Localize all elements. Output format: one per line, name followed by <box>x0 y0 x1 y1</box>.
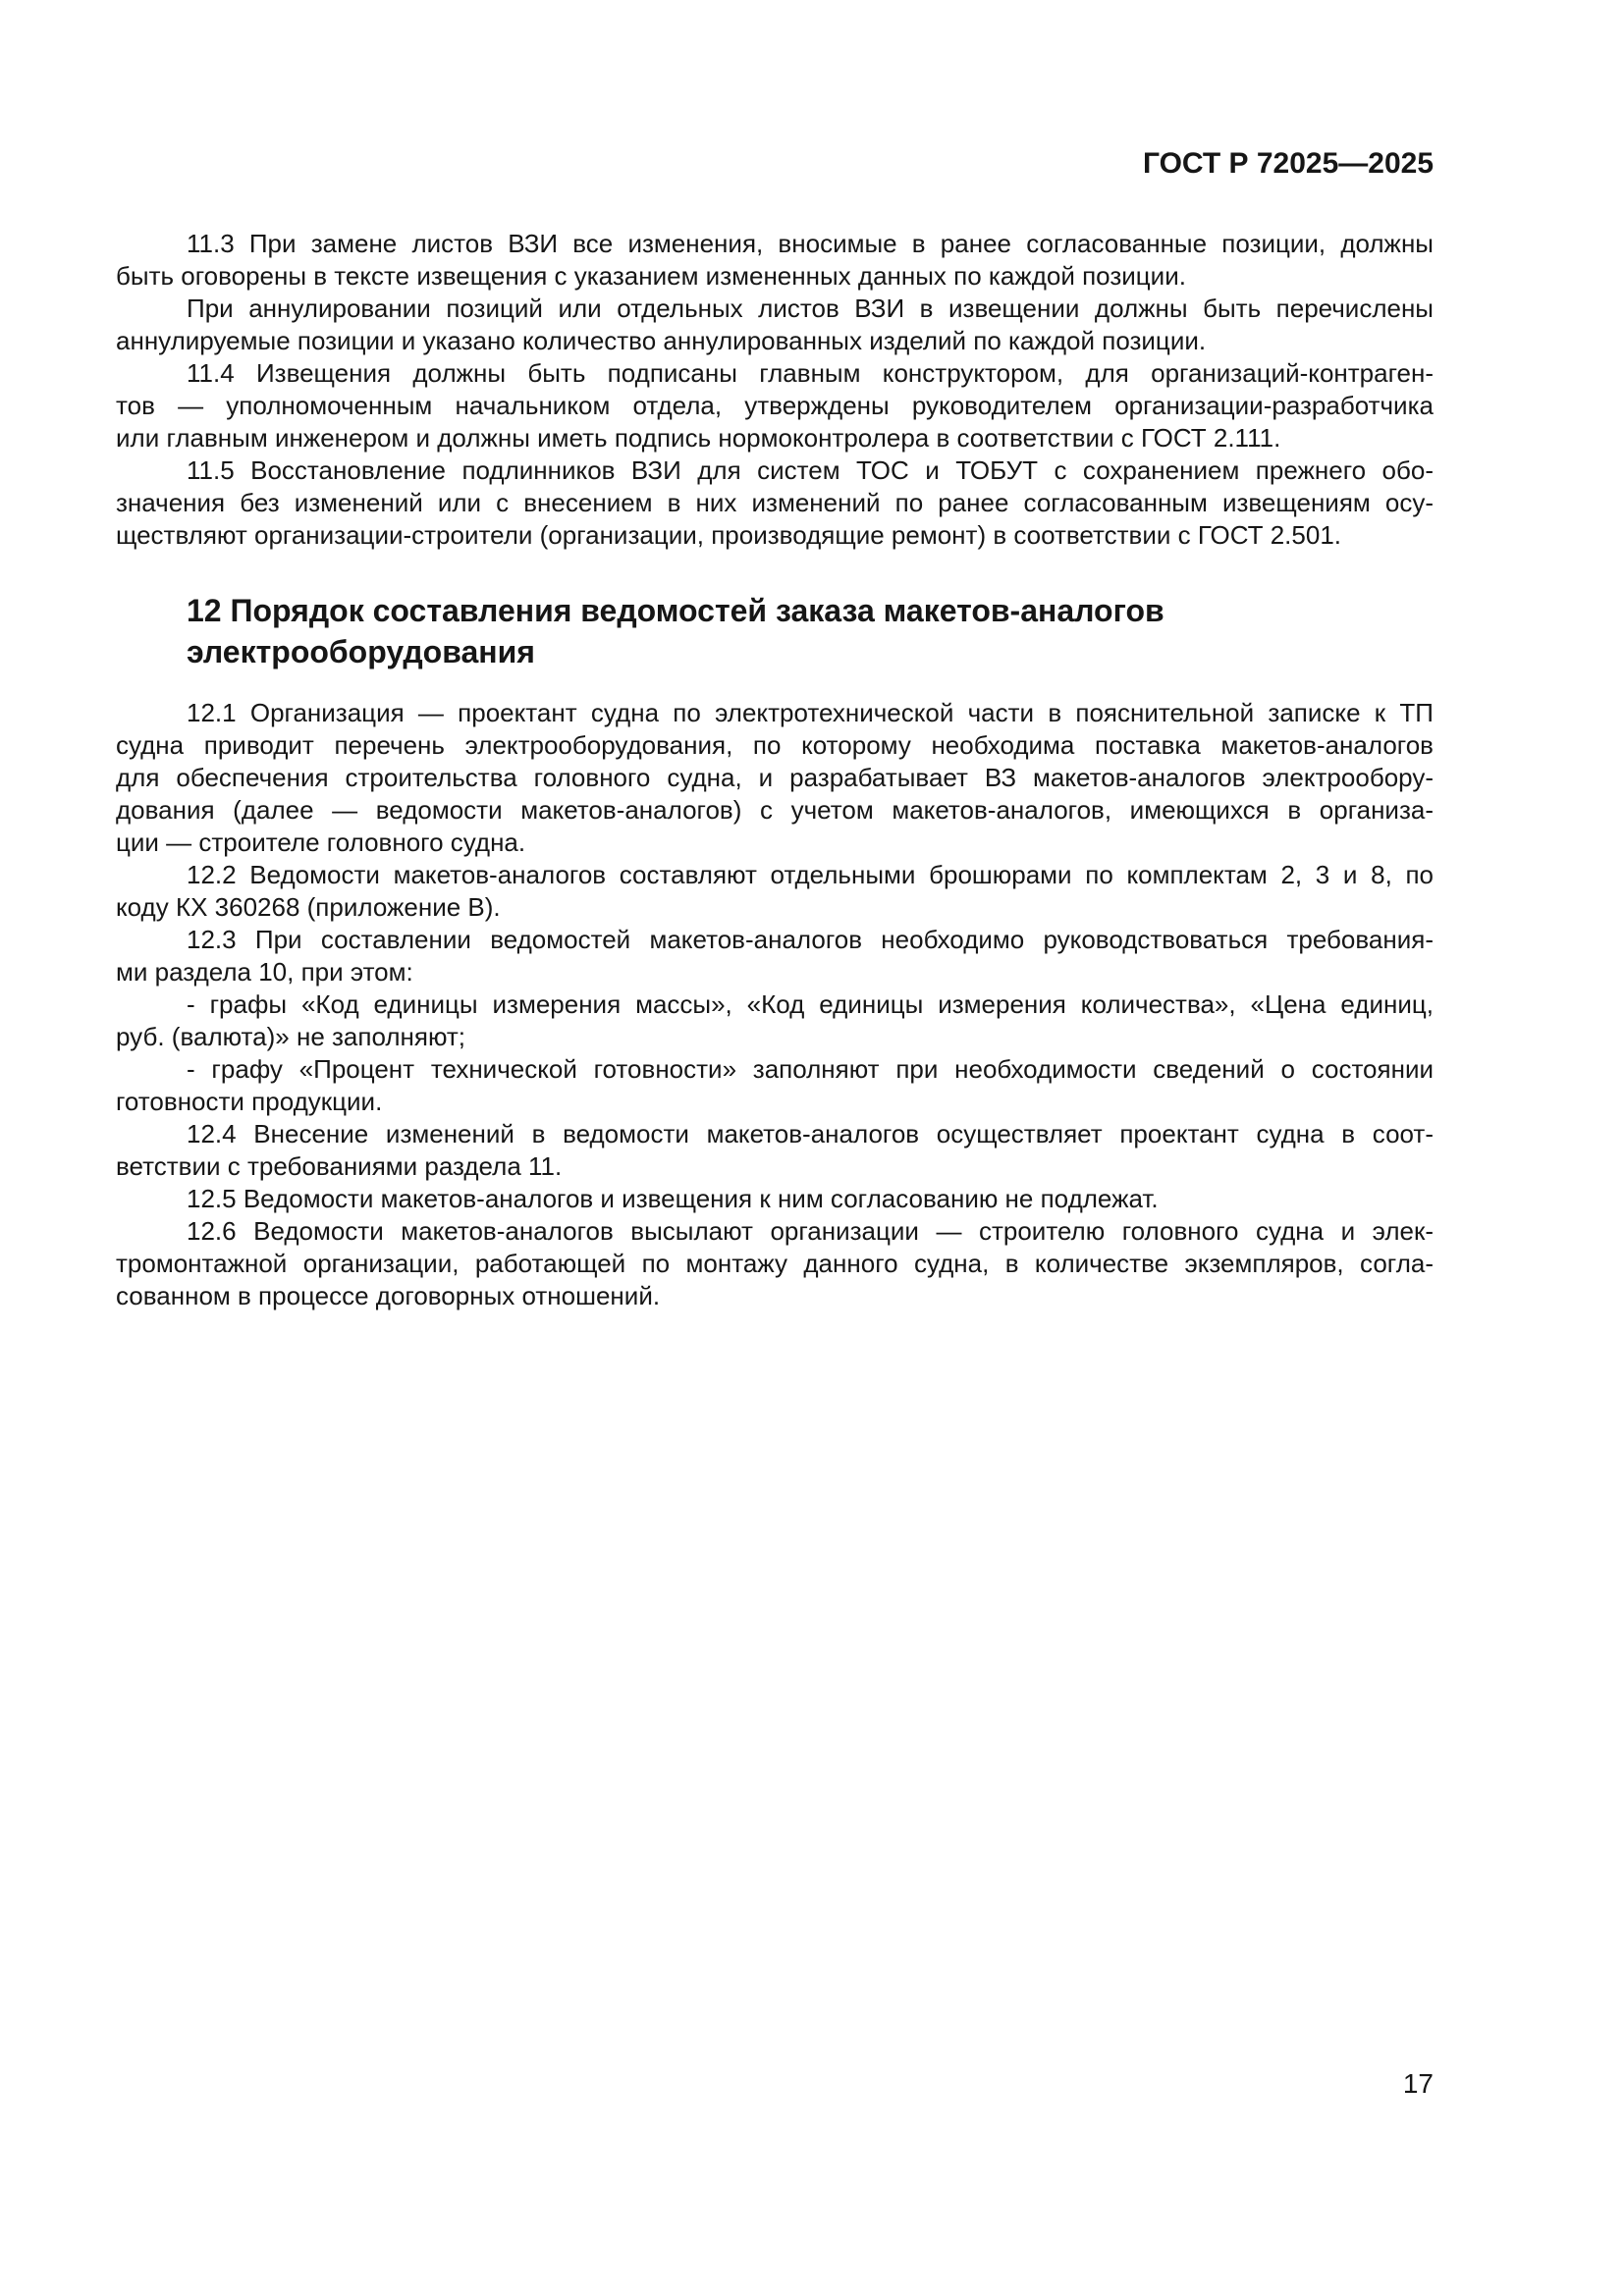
page-number: 17 <box>1402 2068 1434 2099</box>
text-line: При аннулировании позиций или отдельных листов ВЗИ в извещении должны быть перечислены <box>187 294 1434 323</box>
text-line: ществляют организации-строители (организации, производящие ремонт) в соответствии с ГОСТ 2.501. <box>116 520 1342 550</box>
text-line: 12.4 Внесение изменений в ведомости макетов-аналогов осуществляет проектант судна в соот- <box>187 1119 1434 1148</box>
text-line: 12.1 Организация — проектант судна по электротехнической части в пояснительной записке к ТП <box>187 698 1434 727</box>
text-line: 12.2 Ведомости макетов-аналогов составляют отдельными брошюрами по комплектам 2, 3 и 8, по <box>187 860 1434 889</box>
section-12-text-block <box>116 697 1434 1312</box>
document-designation: ГОСТ Р 72025—2025 <box>1142 147 1434 180</box>
text-line: 11.5 Восстановление подлинников ВЗИ для систем ТОС и ТОБУТ с сохранением прежнего обо- <box>187 455 1434 485</box>
text-line: тов — уполномоченным начальником отдела, утверждены руководителем организации-разработчика <box>116 391 1434 420</box>
text-line: сованном в процессе договорных отношений. <box>116 1281 661 1310</box>
text-line: или главным инженером и должны иметь подпись нормоконтролера в соответствии с ГОСТ 2.111. <box>116 423 1281 453</box>
text-line: 11.4 Извещения должны быть подписаны главным конструктором, для организаций-контраген- <box>187 358 1434 388</box>
text-line: 12.3 При составлении ведомостей макетов-аналогов необходимо руководствоваться требования- <box>187 925 1434 954</box>
text-line: коду КХ 360268 (приложение В). <box>116 892 501 922</box>
paragraph <box>116 924 1434 988</box>
text-line: аннулируемые позиции и указано количество аннулированных изделий по каждой позиции. <box>116 326 1207 355</box>
paragraph <box>116 1183 1434 1215</box>
text-line: для обеспечения строительства головного судна, и разрабатывает ВЗ макетов-аналогов электрообору- <box>116 763 1434 792</box>
list-item-paragraph <box>116 1053 1434 1118</box>
text-line: значения без изменений или с внесением в них изменений по ранее согласованным извещениям осу- <box>116 488 1434 517</box>
text-line: ветствии с требованиями раздела 11. <box>116 1151 563 1181</box>
text-line: 12.5 Ведомости макетов-аналогов и извещения к ним согласованию не подлежат. <box>187 1184 1159 1213</box>
section-12-heading-line-1: 12 Порядок составления ведомостей заказа макетов-аналогов <box>187 593 1164 628</box>
paragraph <box>116 293 1434 357</box>
paragraph <box>116 1118 1434 1183</box>
text-line: 12.6 Ведомости макетов-аналогов высылают организации — строителю головного судна и элек- <box>187 1216 1434 1246</box>
paragraph <box>116 454 1434 552</box>
text-line: судна приводит перечень электрооборудования, по которому необходима поставка макетов-аналогов <box>116 730 1434 760</box>
section-12-heading <box>116 590 1434 672</box>
text-line: тромонтажной организации, работающей по монтажу данного судна, в количестве экземпляров, согла- <box>116 1249 1434 1278</box>
section-11-text-block <box>116 228 1434 552</box>
paragraph <box>116 1215 1434 1312</box>
paragraph <box>116 357 1434 454</box>
text-line: дования (далее — ведомости макетов-аналогов) с учетом макетов-аналогов, имеющихся в организа- <box>116 795 1434 825</box>
text-line: быть оговорены в тексте извещения с указанием измененных данных по каждой позиции. <box>116 261 1186 291</box>
text-line: - графу «Процент технической готовности» заполняют при необходимости сведений о состоянии <box>187 1054 1434 1084</box>
text-line: готовности продукции. <box>116 1087 383 1116</box>
section-12-heading-line-2: электрооборудования <box>187 634 535 669</box>
paragraph <box>116 697 1434 859</box>
text-line: ции — строителе головного судна. <box>116 828 526 857</box>
text-line: - графы «Код единицы измерения массы», «Код единицы измерения количества», «Цена единиц, <box>187 989 1434 1019</box>
text-line: ми раздела 10, при этом: <box>116 957 413 987</box>
text-line: руб. (валюта)» не заполняют; <box>116 1022 466 1051</box>
text-line: 11.3 При замене листов ВЗИ все изменения, вносимые в ранее согласованные позиции, должны <box>187 229 1434 258</box>
paragraph <box>116 228 1434 293</box>
paragraph <box>116 859 1434 924</box>
list-item-paragraph <box>116 988 1434 1053</box>
